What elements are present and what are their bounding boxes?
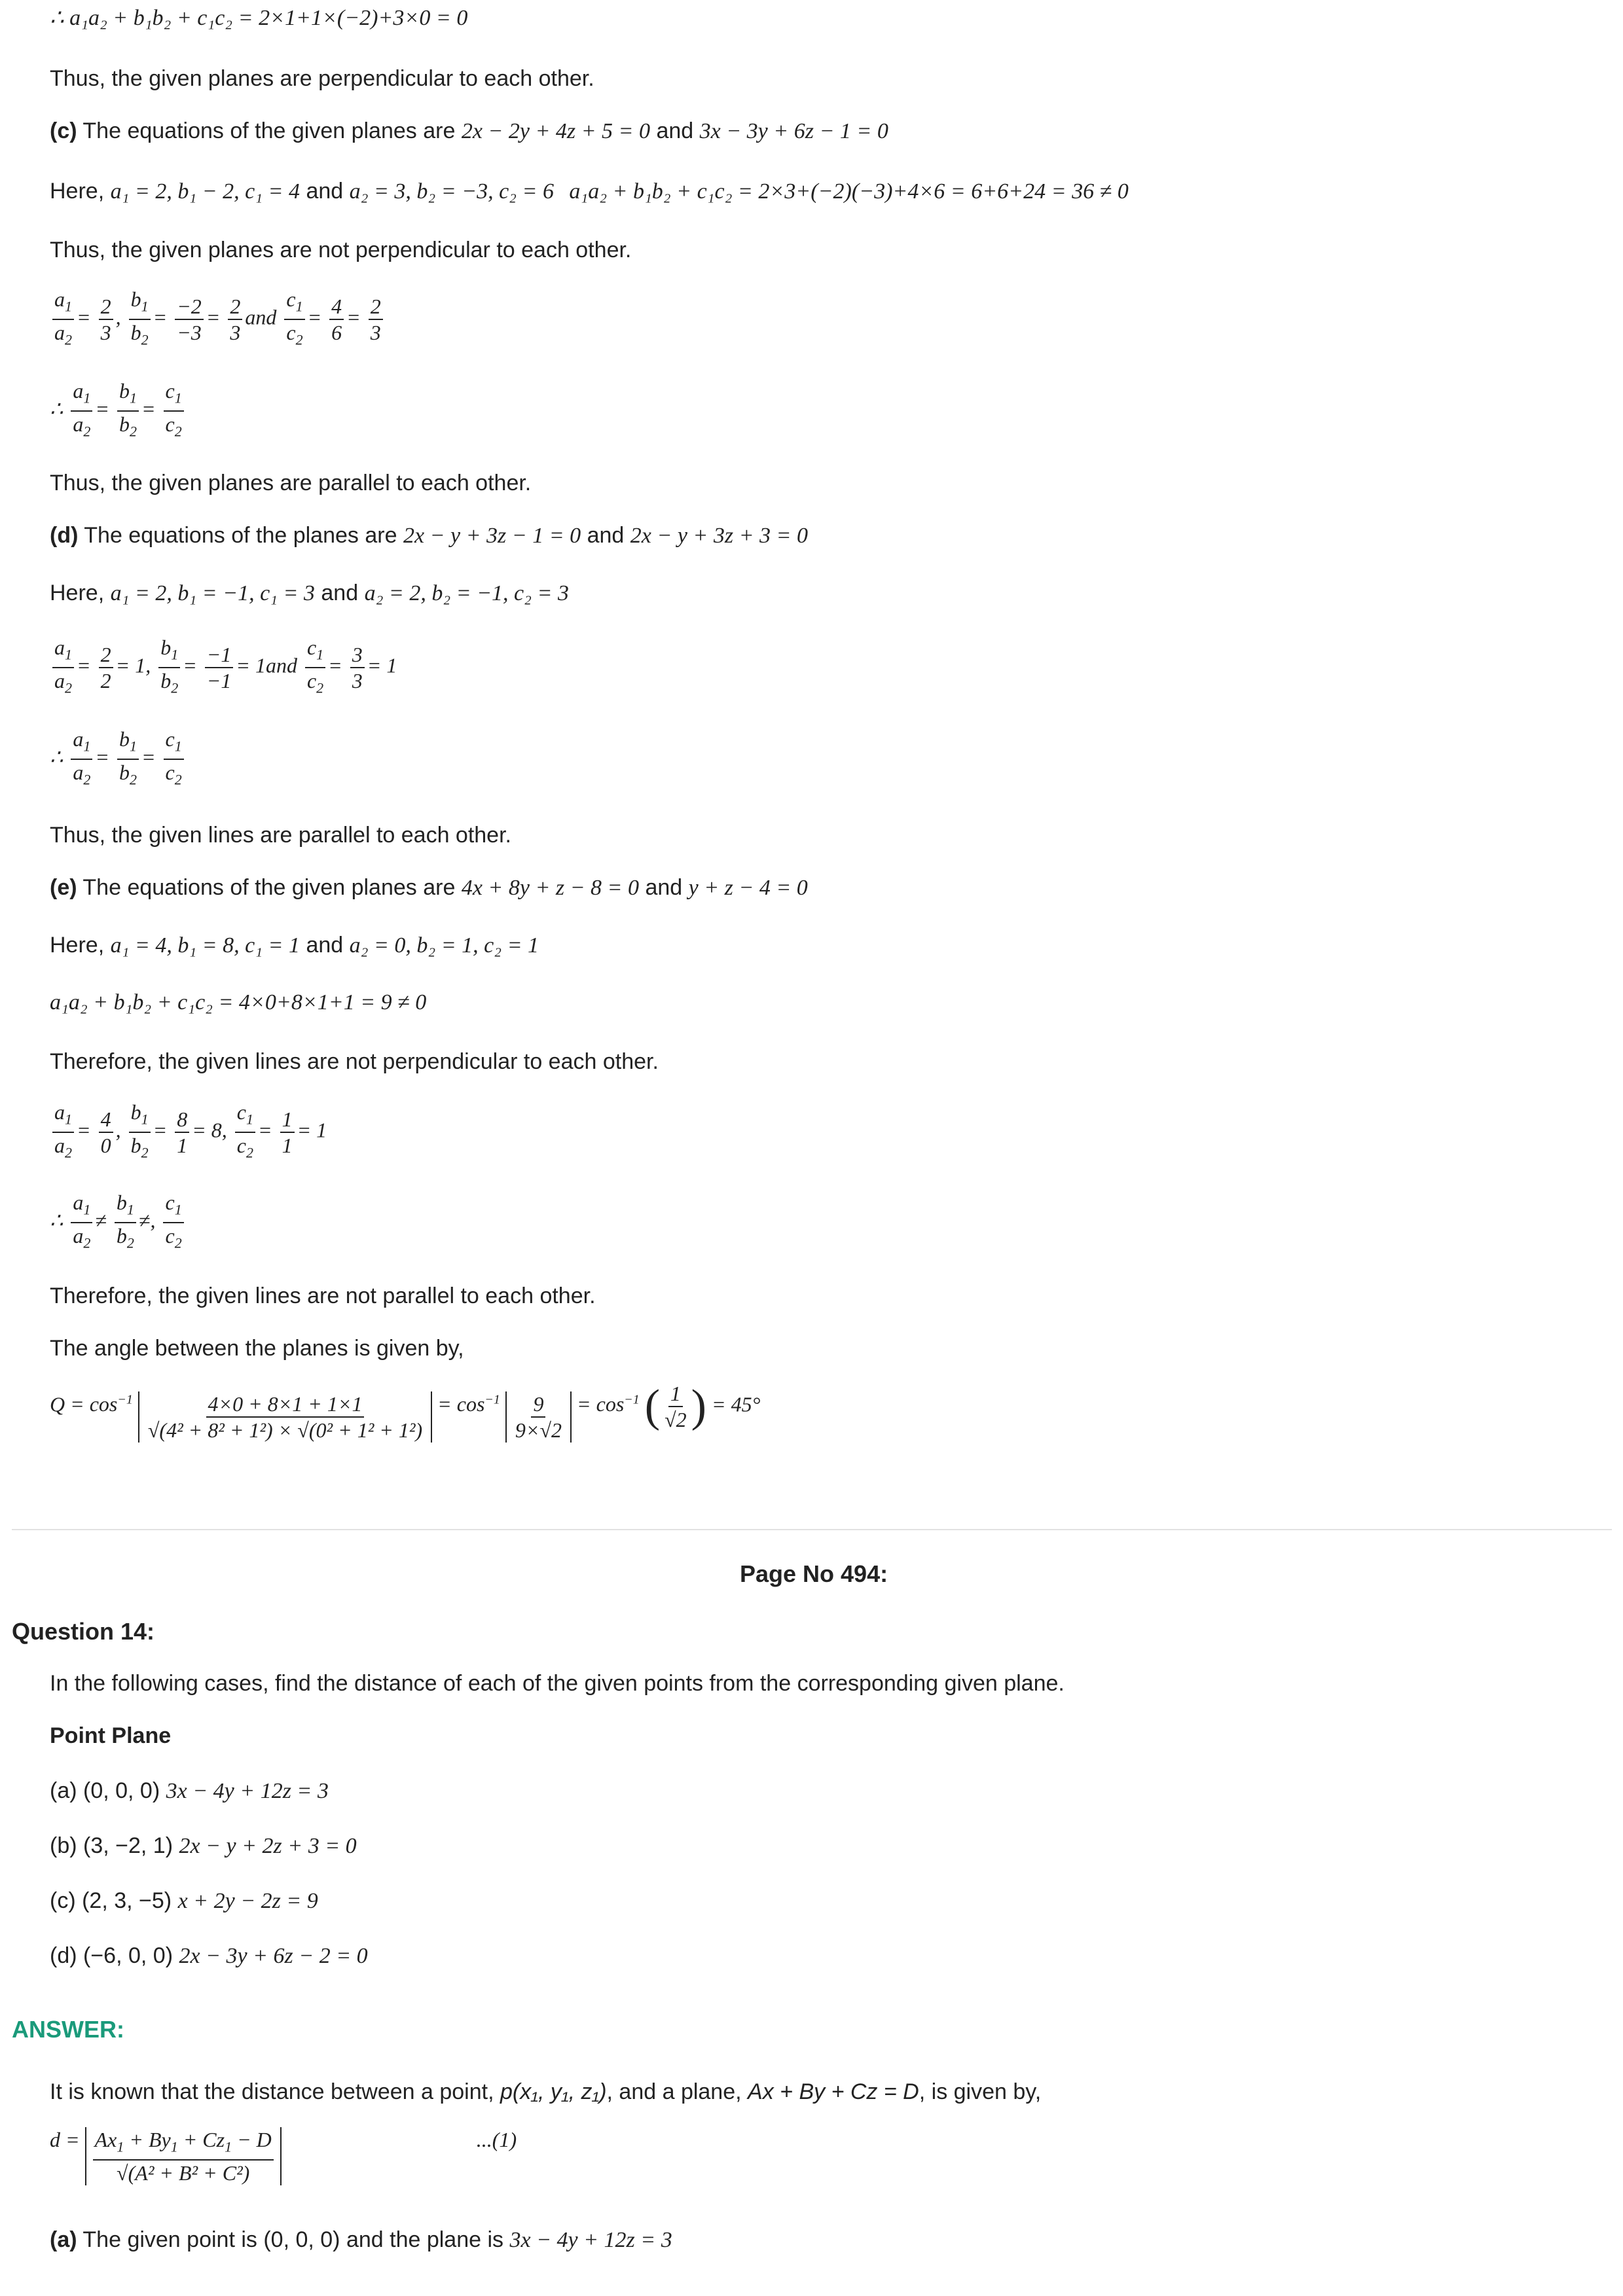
part-d-plane-2: 2x − y + 3z + 3 = 0 [630, 524, 808, 548]
part-e-coefficients [50, 932, 539, 959]
and-word: and [587, 523, 625, 548]
distance-formula: d = $\frac{Ax_1 + By_1 + Cz_1 - D}{\text{√(A² + B² + C²)}}$ ...(1) [50, 2128, 517, 2185]
part-d-ratio-equal: ∴ $\frac{a_1}{a_2}$ = $\frac{b_1}{b_2}$ = $\frac{c_1}{c_2}$ [50, 726, 187, 793]
parallel-lines-conclusion: Thus, the given lines are parallel to each other. [50, 823, 511, 848]
question-item-c [50, 1888, 318, 1914]
answer-heading: ANSWER: [12, 2016, 124, 2043]
point-plane-header: Point Plane [50, 1723, 172, 1748]
part-d-coeff-1: a₁ = 2, b₁ = −1, c₁ = 3 [110, 581, 315, 605]
part-a-answer [50, 2227, 672, 2253]
part-d-text: The equations of the planes are [84, 523, 397, 548]
question-text: In the following cases, find the distance of each of the given points from the corresponding given plane. [50, 1671, 1065, 1696]
part-d-statement [50, 522, 808, 549]
part-d-coefficients [50, 580, 569, 607]
dot-product-equation: ∴ a₁a₂ + b₁b₂ + c₁c₂ = 2×1+1×(−2)+3×0 = 0 [50, 6, 468, 30]
part-c-plane-1: 2x − 2y + 4z + 5 = 0 [461, 119, 650, 143]
here-word: Here, [50, 581, 105, 605]
question-item-a [50, 1778, 329, 1804]
point-notation: p(x₁, y₁, z₁) [500, 2079, 607, 2104]
part-a-text: The given point is (0, 0, 0) and the plane is [82, 2227, 504, 2252]
question-item-b [50, 1833, 357, 1859]
section-divider [12, 1529, 1612, 1530]
equation-reference: ...(1) [476, 2128, 517, 2151]
part-d-ratios: $\frac{a_1}{a_2}$ = $\frac{2}{2}$ = 1, $\frac{b_1}{b_2}$ = $\frac{-1}{-1}$ = 1and $\frac{c_1}{c_2}$ = $\frac{3}{3}$ = 1 [50, 635, 397, 701]
part-e-statement [50, 874, 808, 901]
item-label: (c) (2, 3, −5) [50, 1888, 172, 1913]
item-label: (a) (0, 0, 0) [50, 1778, 160, 1803]
part-e-coeff-1: a₁ = 4, b₁ = 8, c₁ = 1 [110, 933, 300, 958]
item-plane: 3x − 4y + 12z = 3 [166, 1779, 329, 1803]
and-word: and [306, 179, 344, 204]
not-perpendicular-conclusion: Thus, the given planes are not perpendicular to each other. [50, 238, 632, 262]
item-label: (b) (3, −2, 1) [50, 1833, 173, 1858]
part-c-coefficients [50, 178, 1129, 205]
part-e-not-perpendicular: Therefore, the given lines are not perpendicular to each other. [50, 1049, 659, 1074]
item-plane: 2x − y + 2z + 3 = 0 [179, 1834, 357, 1858]
part-e-text: The equations of the given planes are [82, 875, 456, 900]
parallel-planes-conclusion: Thus, the given planes are parallel to each other. [50, 471, 532, 495]
part-c-plane-2: 3x − 3y + 6z − 1 = 0 [699, 119, 888, 143]
part-a-label: (a) [50, 2227, 77, 2252]
part-d-plane-1: 2x − y + 3z − 1 = 0 [403, 524, 581, 548]
angle-formula: $Q = \cos^{-1}$ $\frac{4\times 0 + 8\times 1 + 1\times 1}{\text{√(4² + 8² + 1²) × √(0² + 1² + 1²)}}$ = $\cos^{-1}$ $\frac{9}{9\times√2}$ = $\cos^{-1}$ ( $\frac{1}{√2}$ ) = 45° [50, 1381, 761, 1443]
plane-notation: Ax + By + Cz = D [748, 2079, 919, 2104]
intro-text: It is known that the distance between a point, [50, 2079, 500, 2104]
part-e-plane-2: y + z − 4 = 0 [688, 876, 808, 900]
and-word: and [306, 933, 344, 958]
part-c-coeff-2: a₂ = 3, b₂ = −3, c₂ = 6 [349, 179, 554, 204]
here-word: Here, [50, 179, 105, 204]
item-plane: 2x − 3y + 6z − 2 = 0 [179, 1944, 368, 1968]
part-e-ratio-unequal: ∴ $\frac{a_1}{a_2}$ ≠ $\frac{b_1}{b_2}$ ≠, $\frac{c_1}{c_2}$ [50, 1190, 187, 1256]
part-e-coeff-2: a₂ = 0, b₂ = 1, c₂ = 1 [349, 933, 539, 958]
part-e-label: (e) [50, 875, 77, 900]
part-c-label: (c) [50, 118, 77, 143]
part-e-not-parallel: Therefore, the given lines are not parallel to each other. [50, 1283, 596, 1308]
part-e-dot-product: a₁a₂ + b₁b₂ + c₁c₂ = 4×0+8×1+1 = 9 ≠ 0 [50, 990, 427, 1014]
and-word: and [321, 581, 359, 605]
and-word: and [645, 875, 683, 900]
angle-intro: The angle between the planes is given by, [50, 1336, 464, 1361]
question-item-d [50, 1943, 368, 1969]
part-c-dot-product: a₁a₂ + b₁b₂ + c₁c₂ = 2×3+(−2)(−3)+4×6 = 6+6+24 = 36 ≠ 0 [569, 179, 1129, 204]
intro-text: , and a plane, [606, 2079, 748, 2104]
part-a-plane: 3x − 4y + 12z = 3 [509, 2228, 672, 2252]
here-word: Here, [50, 933, 105, 958]
part-d-label: (d) [50, 523, 79, 548]
perpendicular-conclusion: Thus, the given planes are perpendicular to each other. [50, 66, 594, 91]
part-e-ratios: $\frac{a_1}{a_2}$ = $\frac{4}{0}$ , $\frac{b_1}{b_2}$ = $\frac{8}{1}$ = 8, $\frac{c_1}{c_2}$ = $\frac{1}{1}$ = 1 [50, 1100, 327, 1166]
part-e-plane-1: 4x + 8y + z − 8 = 0 [461, 876, 639, 900]
distance-intro [50, 2079, 1041, 2105]
part-c-ratio-equal: ∴ $\frac{a_1}{a_2}$ = $\frac{b_1}{b_2}$ = $\frac{c_1}{c_2}$ [50, 378, 187, 444]
part-c-text: The equations of the given planes are [82, 118, 456, 143]
item-label: (d) (−6, 0, 0) [50, 1943, 173, 1968]
and-word: and [656, 118, 694, 143]
part-c-coeff-1: a₁ = 2, b₁ − 2, c₁ = 4 [110, 179, 300, 204]
intro-text: , is given by, [919, 2079, 1042, 2104]
page-number: Page No 494: [740, 1560, 888, 1587]
item-plane: x + 2y − 2z = 9 [177, 1889, 318, 1913]
question-heading: Question 14: [12, 1618, 155, 1645]
part-c-ratios: $\frac{a_1}{a_2}$ = $\frac{2}{3}$ , $\frac{b_1}{b_2}$ = $\frac{-2}{-3}$ = $\frac{2}{3}$ and $\frac{c_1}{c_2}$ = $\frac{4}{6}$ = $\frac{2}{3}$ [50, 287, 386, 353]
part-d-coeff-2: a₂ = 2, b₂ = −1, c₂ = 3 [364, 581, 569, 605]
part-c-statement [50, 118, 888, 145]
